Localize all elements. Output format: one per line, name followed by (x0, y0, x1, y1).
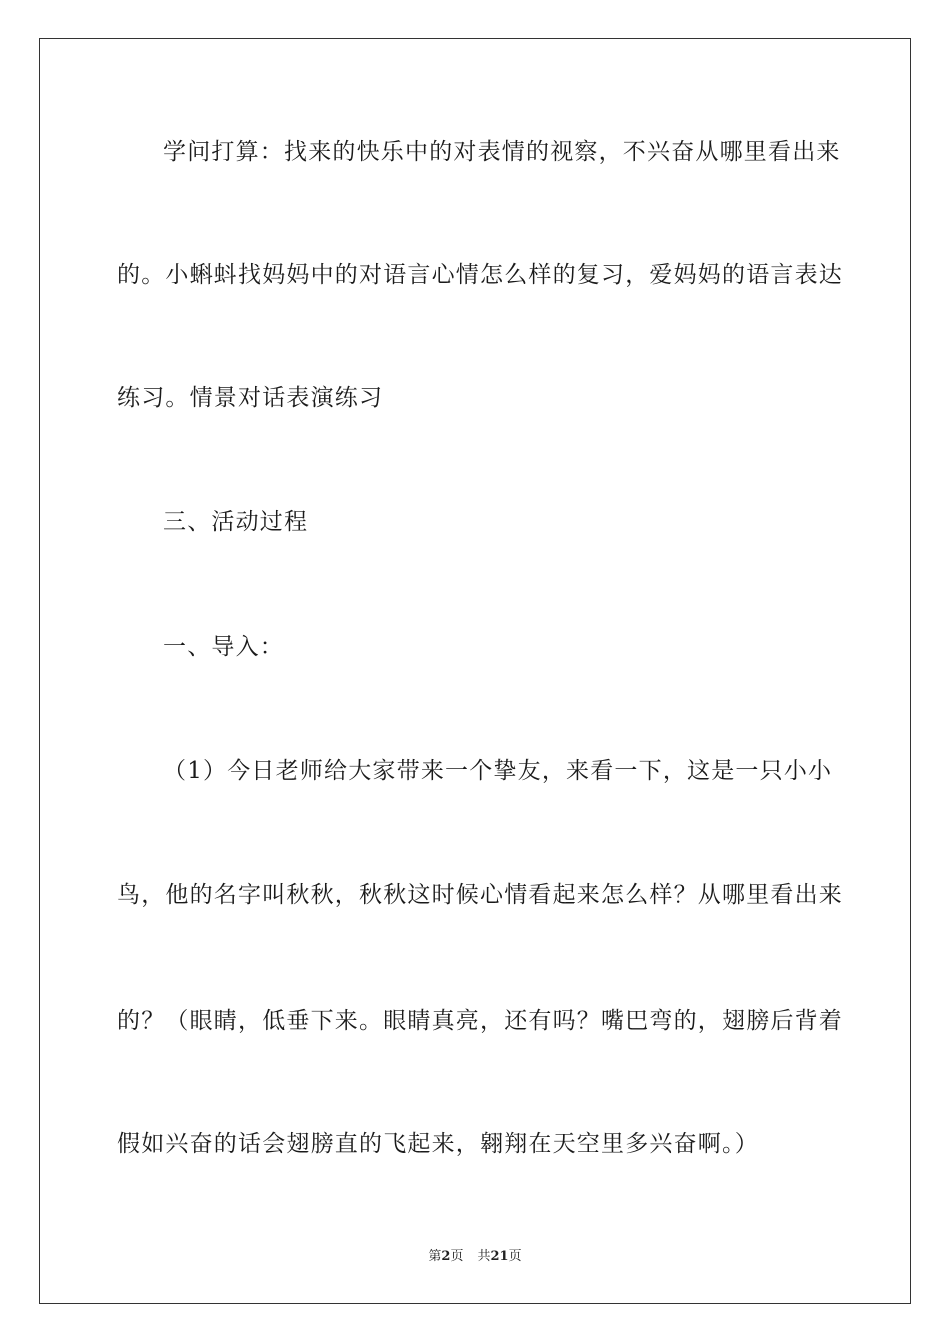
total-pages: 21 (490, 1249, 509, 1264)
paragraph-line: 的？（眼睛，低垂下来。眼睛真亮，还有吗？嘴巴弯的，翅膀后背着 (117, 1008, 843, 1034)
subsection-heading: 一、导入： (163, 634, 284, 660)
page-border (39, 38, 911, 1304)
paragraph-line: 练习。情景对话表演练习 (117, 385, 384, 411)
section-heading: 三、活动过程 (163, 509, 309, 535)
paragraph-line: 学问打算：找来的快乐中的对表情的视察，不兴奋从哪里看出来 (163, 139, 841, 165)
total-suffix: 页 (508, 1249, 522, 1264)
page-suffix: 页 (450, 1249, 464, 1264)
paragraph-line: （1）今日老师给大家带来一个挚友，来看一下，这是一只小小 (163, 758, 833, 784)
page-prefix: 第 (428, 1249, 442, 1264)
paragraph-line: 鸟，他的名字叫秋秋，秋秋这时候心情看起来怎么样？从哪里看出来 (117, 882, 843, 908)
total-prefix: 共 (477, 1249, 491, 1264)
paragraph-line: 假如兴奋的话会翅膀直的飞起来，翱翔在天空里多兴奋啊。） (117, 1131, 759, 1157)
page-number: 2 (441, 1249, 451, 1264)
paragraph-line: 的。小蝌蚪找妈妈中的对语言心情怎么样的复习，爱妈妈的语言表达 (117, 262, 843, 288)
page-footer (0, 1248, 950, 1266)
